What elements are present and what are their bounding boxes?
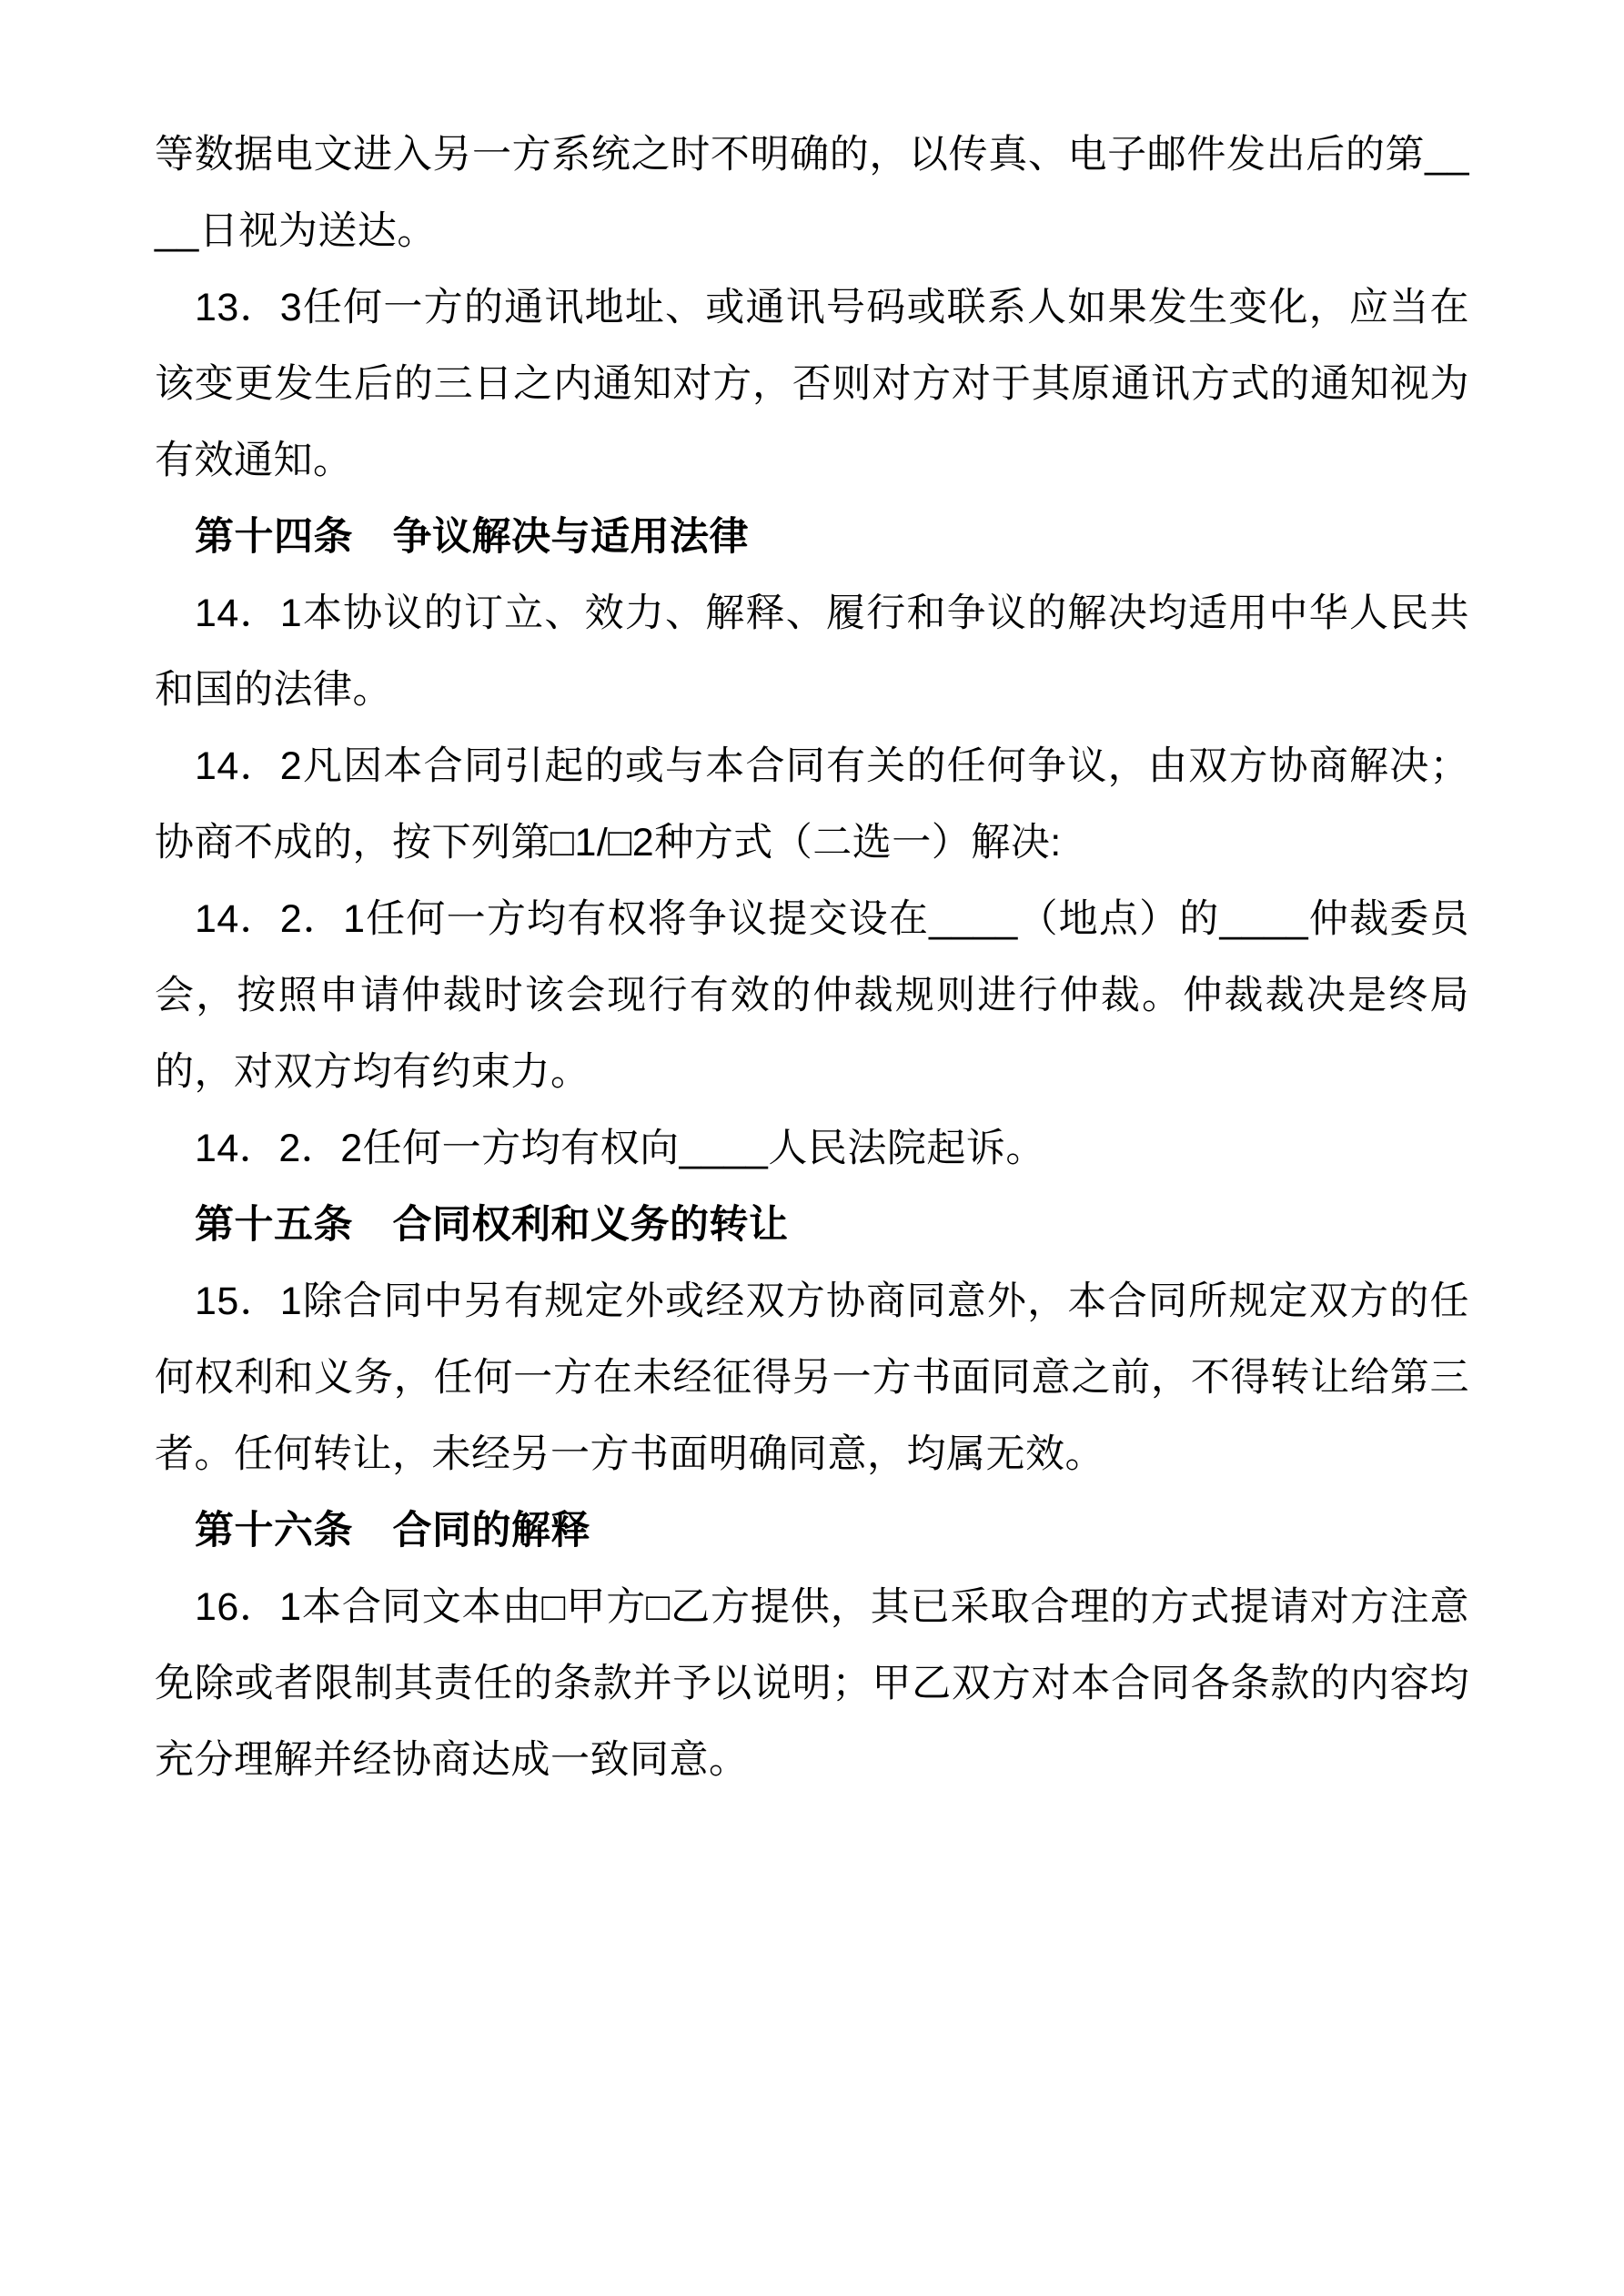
paragraph: 13．3任何一方的通讯地址、或通讯号码或联系人如果发生变化，应当在该变更发生后的三日之内通知对方，否则对方对于其原通讯方式的通知视为有效通知。 [155, 286, 1469, 482]
paragraph: 14．2．1任何一方均有权将争议提交设在____（地点）的____仲裁委员会，按照申请仲裁时该会现行有效的仲裁规则进行仲裁。仲裁裁决是终局的，对双方均有约束力。 [155, 897, 1469, 1094]
paragraph: 16．1本合同文本由□甲方□乙方提供，其已采取合理的方式提请对方注意免除或者限制其责任的条款并予以说明；甲乙双方对本合同各条款的内容均充分理解并经协商达成一致同意。 [155, 1585, 1469, 1782]
section-heading: 第十六条 合同的解释 [195, 1509, 590, 1553]
paragraph: 14．1本协议的订立、效力、解释、履行和争议的解决均适用中华人民共和国的法律。 [155, 592, 1469, 712]
document-content [155, 116, 1469, 1798]
section-heading: 第十五条 合同权利和义务的转让 [195, 1203, 789, 1247]
paragraph: 15．1除合同中另有规定外或经双方协商同意外，本合同所规定双方的任何权利和义务，任何一方在未经征得另一方书面同意之前，不得转让给第三者。任何转让，未经另一方书面明确同意，均属无效。 [155, 1279, 1469, 1476]
section-heading: 第十四条 争议解决与适用法律 [195, 515, 749, 559]
paragraph: 等数据电文进入另一方系统之时不明确的，以传真、电子邮件发出后的第____日视为送达。 [155, 133, 1469, 253]
paragraph: 14．2凡因本合同引起的或与本合同有关的任何争议，由双方协商解决；协商不成的，按下列第□1/□2种方式（二选一）解决: [155, 744, 1469, 865]
paragraph: 14．2．2任何一方均有权向____人民法院起诉。 [195, 1127, 1045, 1170]
